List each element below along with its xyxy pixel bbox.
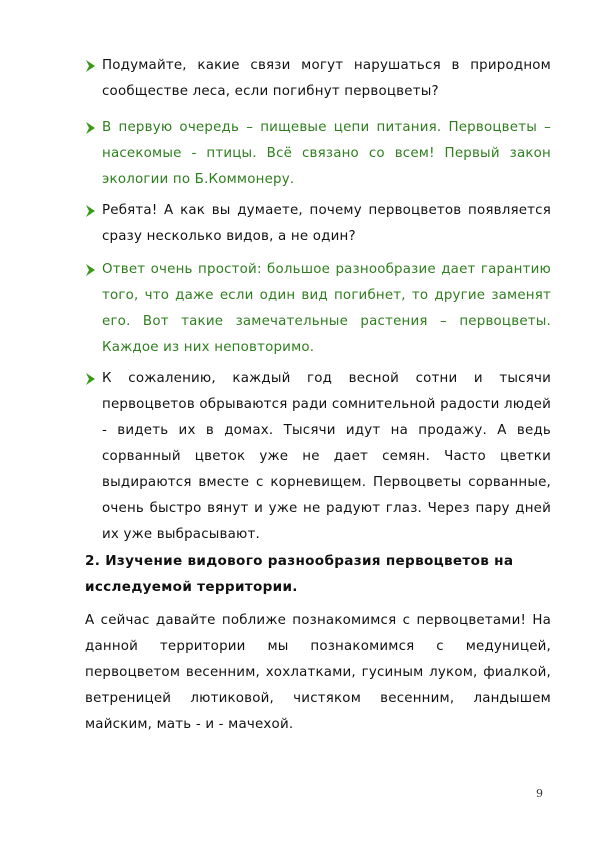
green-arrow-bullet-icon [85, 366, 97, 392]
body-paragraph: А сейчас давайте поближе познакомимся с первоцветами! На данной территории мы познакомимся с медуницей, первоцветом весенним, хохлатками, гусиным луком, фиалкой, ветреницей лютиковой, чистяком весенним, ландышем майским, мать - и - мачехой. [85, 613, 551, 732]
bullet-text-3 [85, 366, 551, 548]
bullet-question-1 [85, 53, 551, 105]
bullet-text: Ответ очень простой: большое разнообразие дает гарантию того, что даже если один вид погибнет, то другие заменят его. Вот такие замечательные растения – первоцветы. Каждое из них неповторимо. [102, 262, 551, 355]
bullet-text: Подумайте, какие связи могут нарушаться в природном сообществе леса, если погибнут первоцветы? [102, 58, 551, 99]
bullet-answer-2 [85, 257, 551, 361]
green-arrow-bullet-icon [85, 257, 97, 283]
bullet-text: Ребята! А как вы думаете, почему первоцветов появляется сразу несколько видов, а не один? [102, 203, 551, 244]
bullet-answer-1 [85, 115, 551, 193]
bullet-question-2 [85, 198, 551, 250]
bullet-text: В первую очередь – пищевые цепи питания. Первоцветы – насекомые - птицы. Всё связано со всем! Первый закон экологии по Б.Коммонеру. [102, 120, 551, 187]
green-arrow-bullet-icon [85, 198, 97, 224]
bullet-text: К сожалению, каждый год весной сотни и тысячи первоцветов обрываются ради сомнительной радости людей - видеть их в домах. Тысячи идут на продажу. А ведь сорванный цветок уже не дает семян. Часто цветки выдираются вместе с корневищем. Первоцветы сорванные, очень быстро вянут и уже не радуют глаз. Через пару дней их уже выбрасывают. [102, 371, 551, 542]
section-heading: 2. Изучение видового разнообразия первоцветов на исследуемой территории. [85, 553, 514, 595]
page-number: 9 [536, 787, 543, 800]
green-arrow-bullet-icon [85, 115, 97, 141]
green-arrow-bullet-icon [85, 53, 97, 79]
